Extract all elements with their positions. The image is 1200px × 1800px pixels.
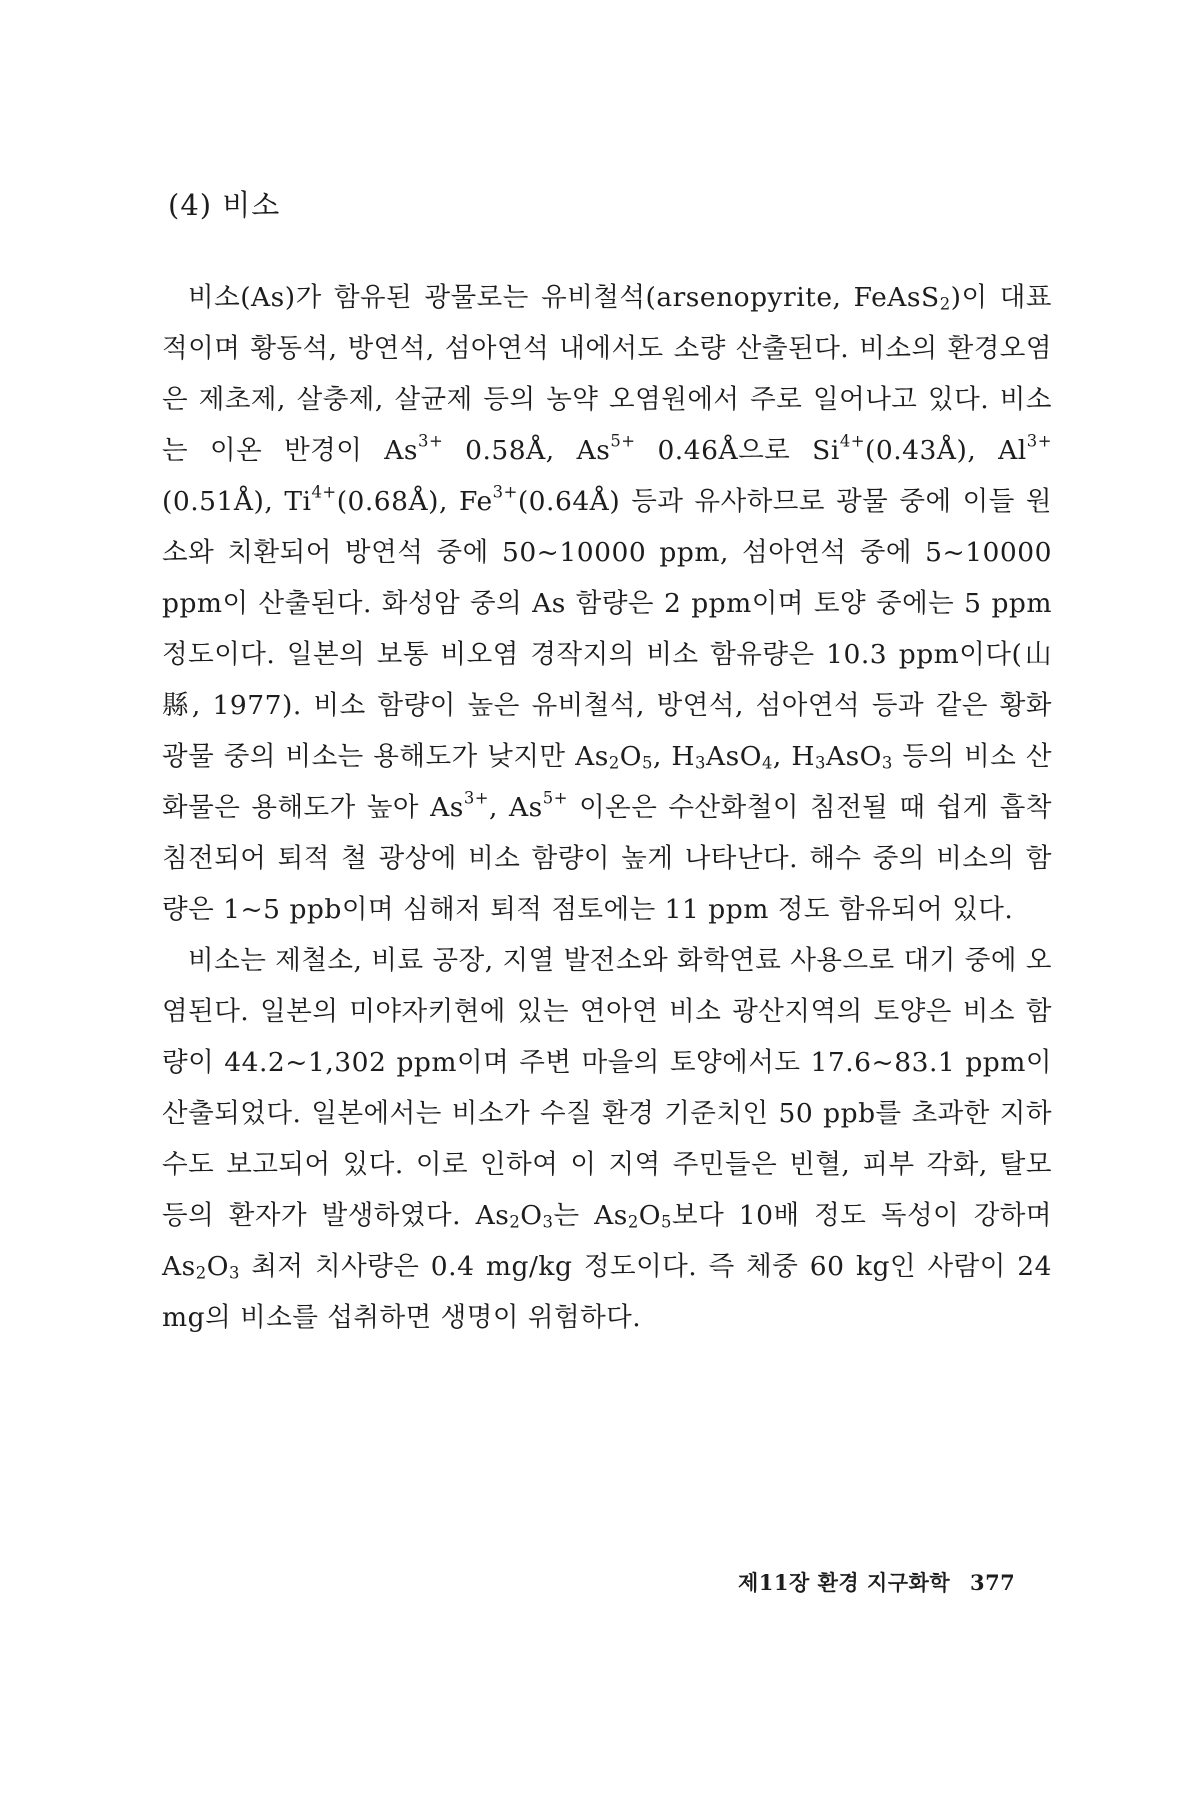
paragraph xyxy=(162,272,1052,935)
text-run: , H xyxy=(652,741,696,772)
text-run: AsO xyxy=(825,741,882,772)
subscript: 3 xyxy=(814,753,826,773)
subscript: 2 xyxy=(939,294,951,314)
text-run: 0.46Å으로 Si xyxy=(635,435,840,466)
text-run: 최저 치사량은 0.4 mg/kg 정도이다. 즉 체중 60 kg인 사람이 24 mg의 비소를 섭취하면 생명이 위험하다. xyxy=(162,1251,1052,1333)
subscript: 5 xyxy=(661,1212,672,1232)
subscript: 2 xyxy=(608,753,620,773)
superscript: 3+ xyxy=(463,788,490,808)
superscript: 4+ xyxy=(839,431,866,451)
subscript: 3 xyxy=(695,753,706,773)
superscript: 5+ xyxy=(542,788,568,808)
subscript: 5 xyxy=(642,753,653,773)
paragraph xyxy=(162,935,1052,1343)
subscript: 2 xyxy=(195,1263,207,1283)
text-run: (0.68Å), Fe xyxy=(336,486,493,517)
text-run: 비소는 제철소, 비료 공장, 지열 발전소와 화학연료 사용으로 대기 중에 오염된다. 일본의 미야자키현에 있는 연아연 비소 광산지역의 토양은 비소 함량이 44.2~1,302 ppm이며 주변 마을의 토양에서도 17.6~83.1 ppm이 산출되었다. 일본에서는 비소가 수질 환경 기준치인 50 ppb를 초과한 지하수도 보고되어 있다. 이로 인하여 이 지역 주민들은 빈혈, 피부 각화, 탈모 등의 환자가 발생하였다. As xyxy=(162,945,1052,1231)
body-text xyxy=(162,272,1052,1343)
text-run: O xyxy=(206,1251,229,1282)
superscript: 4+ xyxy=(311,482,337,502)
subscript: 4 xyxy=(761,753,773,773)
superscript: 3+ xyxy=(418,431,444,451)
text-run: (0.43Å), Al xyxy=(865,435,1027,466)
text-run: O xyxy=(638,1200,662,1231)
text-run: , H xyxy=(772,741,815,772)
subscript: 3 xyxy=(228,1263,240,1283)
text-run: 보다 10배 정도 독성이 강하며 As xyxy=(162,1200,1052,1282)
text-run: , As xyxy=(489,792,543,823)
chapter-title: 제11장 환경 지구화학 xyxy=(738,1570,951,1595)
superscript: 5+ xyxy=(610,431,636,451)
text-run: AsO xyxy=(705,741,762,772)
text-run: (0.51Å), Ti xyxy=(162,486,312,517)
page-footer xyxy=(738,1567,1015,1597)
text-run: 이온은 수산화철이 침전될 때 쉽게 흡착 침전되어 퇴적 철 광상에 비소 함량이 높게 나타난다. 해수 중의 비소의 함량은 1~5 ppb이며 심해저 퇴적 점토에는 11 ppm 정도 함유되어 있다. xyxy=(162,792,1052,925)
subscript: 3 xyxy=(542,1212,554,1232)
text-run: (0.64Å) 등과 유사하므로 광물 중에 이들 원소와 치환되어 방연석 중에 50~10000 ppm, 섬아연석 중에 5~10000 ppm이 산출된다. 화성암 중의 As 함량은 2 ppm이며 토양 중에는 5 ppm 정도이다. 일본의 보통 비오염 경작지의 비소 함유량은 10.3 ppm이다(山縣, 1977). 비소 함량이 높은 유비철석, 방연석, 섬아연석 등과 같은 황화 광물 중의 비소는 용해도가 낮지만 As xyxy=(162,486,1052,772)
subscript: 2 xyxy=(627,1212,639,1232)
text-run: O xyxy=(619,741,642,772)
text-run: 등의 비소 산화물은 용해도가 높아 As xyxy=(162,741,1052,823)
text-run: )이 대표적이며 황동석, 방연석, 섬아연석 내에서도 소량 산출된다. 비소의 환경오염은 제초제, 살충제, 살균제 등의 농약 오염원에서 주로 일어나고 있다. 비소는 이온 반경이 As xyxy=(162,282,1053,466)
text-run: O xyxy=(520,1200,543,1231)
text-run: 비소(As)가 함유된 광물로는 유비철석(arsenopyrite, FeAsS xyxy=(188,282,940,313)
text-run: 0.58Å, As xyxy=(443,435,611,466)
page-number: 377 xyxy=(969,1570,1016,1595)
text-run: 는 As xyxy=(553,1200,628,1231)
subscript: 2 xyxy=(509,1212,521,1232)
superscript: 3+ xyxy=(492,482,518,502)
subscript: 3 xyxy=(881,753,893,773)
section-title: (4) 비소 xyxy=(168,188,281,222)
superscript: 3+ xyxy=(1026,431,1052,451)
